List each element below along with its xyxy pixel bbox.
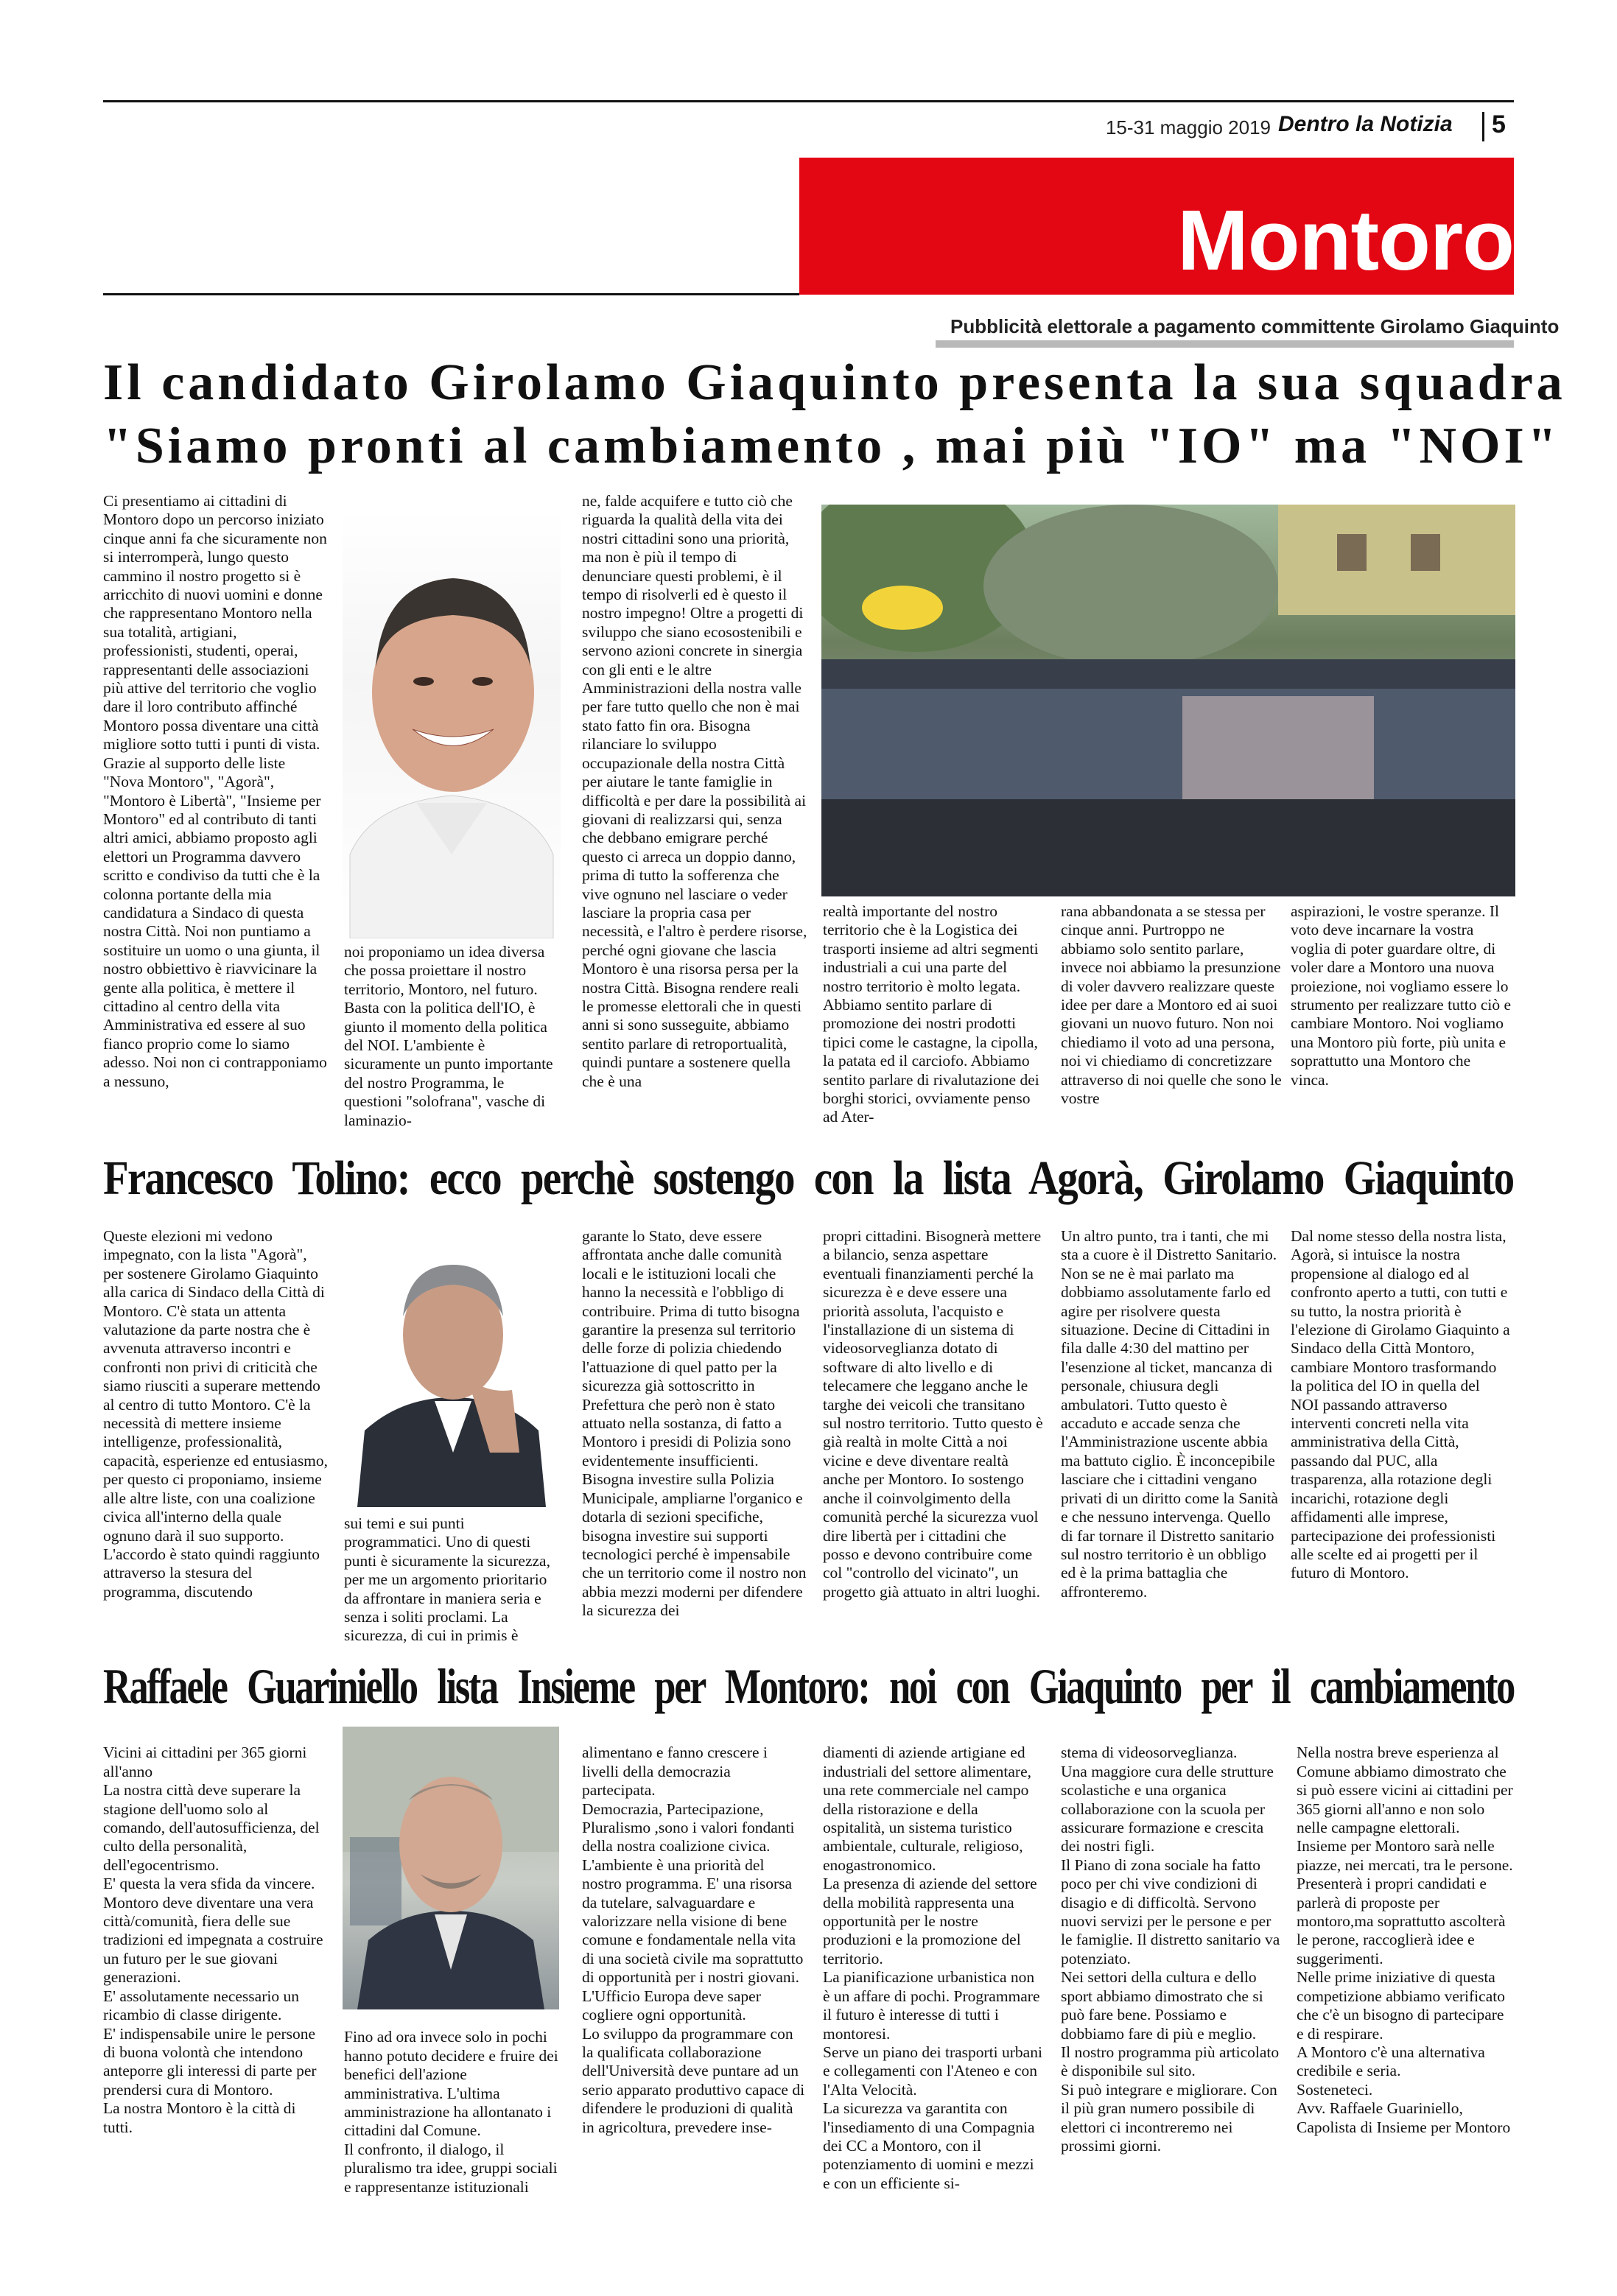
article3-column-1 (103, 1725, 329, 2155)
advert-rule (936, 340, 1514, 348)
article2-column-6 (1291, 1227, 1512, 1583)
top-rule (103, 100, 1514, 102)
article1-paragraph: rana abbandonata a se stessa per cinque anni. Purtroppo ne abbiamo solo sentito parlare, invece noi abbiamo la presunzione di voler davvero realizzare queste idee per dare a Montoro ed ai suoi giovani un nuovo futuro. Non noi chiediamo il voto ad una persona, noi vi chiediamo di concretizzare attraverso di noi quelle che sono le vostre (1061, 902, 1282, 1108)
article1-column-5 (1061, 902, 1282, 1108)
article1-headline-line1: Il candidato Girolamo Giaquinto presenta la sua squadra (103, 354, 1566, 411)
article2-column-3 (582, 1227, 807, 1621)
article2-paragraph: Queste elezioni mi vedono impegnato, con la lista "Agorà", per sostenere Girolamo Giaquinto alla carica di Sindaco della Città di Montoro. C'è stata un attenta valutazione da parte nostra che è avvenuta attraverso incontri e confronti non privi di criticità che siamo riusciti a superare mettendo al centro di tutto Montoro. C'è la necessità di mettere insieme intelligenze, professionalità, capacità, esperienze ed entusiasmo, per questo ci proponiamo, insieme alle altre liste, con una coalizione civica all'interno della quale ognuno darà il suo supporto. L'accordo è stato quindi raggiunto attraverso la stesura del programma, discutendo (103, 1227, 329, 1601)
article2-paragraph: Un altro punto, tra i tanti, che mi sta a cuore è il Distretto Sanitario. Non se ne è mai parlato ma dobbiamo assolutamente farlo ed agire per risolvere questa situazione. Decine di Cittadini in fila dalle 4:30 del mattino per l'esenzione al ticket, mancanza di personale, chiusura degli ambulatori. Tutto questo è accaduto e accade senza che l'Amministrazione uscente abbia ma battuto ciglio. È inconcepibile lasciare che i cittadini vengano privati di un diritto come la Sanità e che nessuno intervenga. Quello di far tornare il Distretto sanitario sul nostro territorio è un obbligo ed è la prima battaglia che affronteremo. (1061, 1227, 1278, 1601)
article2-column-4 (823, 1227, 1044, 1601)
issue-date: 15-31 maggio 2019 (1105, 116, 1271, 138)
article3-column-3 (582, 1725, 807, 2155)
page-number: 5 (1492, 110, 1506, 138)
article1-column-2 (344, 943, 565, 1130)
article2-paragraph: sui temi e sui punti programmatici. Uno di questi punti è sicuramente la sicurezza, per me un argomento prioritario da affrontare in maniera seria e senza i soliti proclami. La sicurezza, di cui in primis è (344, 1514, 550, 1645)
article1-column-6 (1291, 902, 1512, 1089)
section-rule (103, 293, 799, 295)
article1-paragraph: Grazie al supporto delle liste "Nova Montoro", "Agorà", "Montoro è Libertà", "Insieme per Montoro" ed al contributo di tanti altri amici, abbiamo proposto agli elettori un Programma davvero scritto e condiviso da tutti che è la colonna portante della mia candidatura a Sindaco di questa nostra Città. Noi non puntiamo a sostituire un uomo o una giunta, il nostro obbiettivo è riavvicinare la gente alla politica, è mettere il cittadino al centro della vita Amministrativa ed essere al suo fianco proprio come lo siamo adesso. Noi non ci contrapponiamo a nessuno, (103, 754, 327, 1090)
article3-paragraph: Fino ad ora invece solo in pochi hanno potuto decidere e fruire dei benefici dell'azione amministrativa. L'ultima amministrazione ha allontanato i cittadini dal Comune. Il confronto, il dialogo, il pluralismo tra idee, gruppi sociali e rappresentanze istituzionali (344, 2028, 558, 2196)
article3-paragraph: Nella nostra breve esperienza al Comune abbiamo dimostrato che si può essere vicini ai cittadini per 365 giorni all'anno e non solo nelle campagne elettorali. Insieme per Montoro sarà nelle piazze, nei mercati, tra le persone. Presenterà i propri candidati e parlerà di proposte per montoro,ma soprattutto ascolterà le perone, raccoglierà idee e suggerimenti. Nelle prime iniziative di questa competizione abbiamo verificato che c'è un bisogno di partecipare e di respirare. A Montoro c'è una alternativa credibile e seria. Sosteneteci. Avv. Raffaele Guariniello, Capolista di Insieme per Montoro (1297, 1744, 1513, 2136)
article2-headline: Francesco Tolino: ecco perchè sostengo con la lista Agorà, Girolamo Giaquinto (103, 1151, 1514, 1205)
article2-paragraph: garante lo Stato, deve essere affrontata anche dalle comunità locali e le istituzioni locali che hanno la necessità e l'obbligo di contribuire. Prima di tutto bisogna garantire la presenza sul territorio delle forze di polizia chiedendo l'attuazione di quel patto per la sicurezza già sottoscritto in Prefettura che però non è stato attuato nella sostanza, di fatto a Montoro i presidi di Polizia sono evidentemente insufficienti. Bisogna investire sulla Polizia Municipale, ampliarne l'organico e dotarla di sezioni specifiche, bisogna investire sui supporti tecnologici perché è impensabile che un territorio come il nostro non abbia mezzi moderni per difendere la sicurezza dei (582, 1227, 807, 1620)
article2-paragraph: Dal nome stesso della nostra lista, Agorà, si intuisce la nostra propensione al dialogo ed al confronto aperto a tutti, con tutti e su tutto, la nostra priorità è l'elezione di Girolamo Giaquinto a Sindaco della Città Montoro, cambiare Montoro trasformando la politica del IO in quella del NOI passando attraverso interventi concreti nella vita amministrativa della Città, passando dal PUC, alla trasparenza, alla rotazione degli incarichi, rotazione degli affidamenti alle imprese, partecipazione dei professionisti alle scelte ed ai progetti per il futuro di Montoro. (1291, 1227, 1510, 1582)
article1-paragraph: Ci presentiamo ai cittadini di Montoro dopo un percorso iniziato cinque anni fa che sicuramente non si interromperà, lungo questo cammino il nostro progetto si è arricchito di nuovi uomini e donne che rappresentano Montoro nella sua totalità, artigiani, professionisti, studenti, operai, rappresentanti delle associazioni più attive del territorio che voglio dare il loro contributo affinché Montoro possa diventare una città migliore sotto tutti i punti di vista. (103, 492, 327, 754)
article3-paragraph: stema di videosorveglianza. Una maggiore cura delle strutture scolastiche e una organica collaborazione con la scuola per assicurare formazione e crescita dei nostri figli. Il Piano di zona sociale ha fatto poco per chi vive condizioni di disagio e di difficoltà. Servono nuovi servizi per le persone e per le famiglie. Il distretto sanitario va potenziato. Nei settori della cultura e dello sport abbiamo dimostrato che si può fare bene. Possiamo e dobbiamo fare di più e meglio. Il nostro programma più articolato è disponibile sul sito. Si può integrare e migliorare. Con il più gran numero possibile di elettori ci incontreremo nei prossimi giorni. (1061, 1744, 1280, 2155)
article1-paragraph: realtà importante del nostro territorio che è la Logistica dei trasporti insieme ad altri segmenti industriali a cui una parte del nostro territorio è molto legata. Abbiamo sentito parlare di promozione dei nostri prodotti tipici come le castagne, la cipolla, la patata ed il carciofo. Abbiamo sentito parlare di rivalutazione dei borghi storici, ovviamente penso ad Ater- (823, 902, 1039, 1126)
section-title: Montoro (1177, 192, 1514, 288)
advert-note: Pubblicità elettorale a pagamento committente Girolamo Giaquinto (950, 315, 1560, 337)
raffaele-guariniello-photo (343, 1727, 559, 2009)
article3-column-5 (1061, 1725, 1282, 2174)
article3-column-6 (1297, 1725, 1514, 2155)
publication-name: Dentro la Notizia (1278, 112, 1453, 136)
article2-column-1 (103, 1227, 329, 1601)
article3-paragraph: alimentano e fanno crescere i livelli della democrazia partecipata. Democrazia, Partecipazione, Pluralismo ,sono i valori fondanti della nostra coalizione civica. L'ambiente è una priorità del nostro programma. E' una risorsa da tutelare, salvaguardare e valorizzare nella visione di bene comune e fondamentale nella vita di una società civile ma soprattutto di opportunità per i nostri giovani. L'Ufficio Europa deve saper cogliere ogni opportunità. Lo sviluppo da programmare con la qualificata collaborazione dell'Università deve puntare ad un serio apparato produttivo capace di difendere le produzioni di qualità in agricoltura, prevedere inse- (582, 1744, 805, 2136)
article2-column-5 (1061, 1227, 1282, 1601)
candidate-portrait-photo (343, 508, 561, 938)
article3-headline: Raffaele Guariniello lista Insieme per Montoro: noi con Giaquinto per il cambiamento (103, 1658, 1514, 1714)
francesco-tolino-photo (343, 1232, 561, 1507)
article1-paragraph: ne, falde acquifere e tutto ciò che riguarda la qualità della vita dei nostri cittadini sono una priorità, ma non è più il tempo di denunciare questi problemi, è il tempo di risolverli ed è questo il nostro impegno! Oltre a progetti di sviluppo che siano ecosostenibili e servono azioni concrete in sinergia con gli enti e le altre Amministrazioni della nostra valle per fare tutto quello che non è mai stato fatto fin ora. Bisogna rilanciare lo sviluppo occupazionale della nostra Città per aiutare le tante famiglie in difficoltà e per dare la possibilità ai giovani di realizzarsi qui, senza che debbano emigrare perché questo ci arreca un doppio danno, prima di tutto la sofferenza che vive ognuno nel lasciare o veder lasciare la propria casa per necessità, e l'altro è perdere risorse, perché ogni giovane che lascia Montoro è una risorsa persa per la nostra Città. Bisogna rendere reali le promesse elettorali che in questi anni si sono susseguite, abbiamo sentito parlare di retroportualità, quindi puntare a sostenere quella che è una (582, 492, 807, 1090)
article3-column-2 (344, 2009, 565, 2215)
header-divider (1482, 112, 1484, 141)
article3-paragraph: diamenti di aziende artigiane ed industriali del settore alimentare, una rete commerciale nel campo della ristorazione e della ospitalità, un sistema turistico ambientale, culturale, religioso, enogastronomico. La presenza di aziende del settore della mobilità rappresenta una opportunità per le nostre produzioni e la promozione del territorio. La pianificazione urbanistica non è un affare di pochi. Programmare il futuro è interesse di tutti i montoresi. Serve un piano dei trasporti urbani e collegamenti con l'Ateneo e con l'Alta Velocità. La sicurezza va garantita con l'insediamento di una Compagnia dei CC a Montoro, con il potenziamento di uomini e mezzi e con un efficiente si- (823, 1744, 1042, 2192)
article3-paragraph: Vicini ai cittadini per 365 giorni all'anno La nostra città deve superare la stagione dell'uomo solo al comando, dell'autosufficienza, del culto della personalità, dell'egocentrismo. E' questa la vera sfida da vincere. Montoro deve diventare una vera città/comunità, fiera delle sue tradizioni ed impegnata a costruire un futuro per le sue giovani generazioni. E' assolutamente necessario un ricambio di classe dirigente. E' indispensabile unire le persone di buona volontà che intendono anteporre gli interessi di parte per prendersi cura di Montoro. La nostra Montoro è la città di tutti. (103, 1744, 323, 2136)
team-group-photo (821, 505, 1515, 896)
article1-paragraph: aspirazioni, le vostre speranze. Il voto deve incarnare la vostra voglia di poter guardare oltre, di voler dare a Montoro una nuova proiezione, noi vogliamo essere lo strumento per realizzare tutto ciò e cambiare Montoro. Noi vogliamo una Montoro più forte, più unita e soprattutto una Montoro che vinca. (1291, 902, 1512, 1089)
article2-column-2 (344, 1514, 565, 1646)
article1-column-3 (582, 492, 807, 1091)
article1-column-4 (823, 902, 1044, 1127)
article1-column-1 (103, 492, 329, 1091)
article3-column-4 (823, 1725, 1044, 2212)
article2-paragraph: propri cittadini. Bisognerà mettere a bilancio, senza aspettare eventuali finanziamenti perché la sicurezza è e deve essere una priorità assoluta, l'acquisto e l'installazione di un sistema di videosorveglianza dotato di software di alto livello e di telecamere che leggano anche le targhe dei veicoli che transitano sul nostro territorio. Tutto questo è già realtà in molte Città a noi vicine e deve diventare realtà anche per Montoro. Io sostengo anche il coinvolgimento della comunità perché la sicurezza vuol dire libertà per i cittadini che posso e devono contribuire come col "controllo del vicinato", un progetto già attuato in altri luoghi. (823, 1227, 1043, 1601)
article1-headline-line2: "Siamo pronti al cambiamento , mai più "IO" ma "NOI" (103, 418, 1560, 474)
article1-paragraph: noi proponiamo un idea diversa che possa proiettare il nostro territorio, Montoro, nel futuro. Basta con la politica dell'IO, è giunto il momento della politica del NOI. L'ambiente è sicuramente un punto importante del nostro Programma, le questioni "solofrana", vasche di laminazio- (344, 943, 553, 1129)
